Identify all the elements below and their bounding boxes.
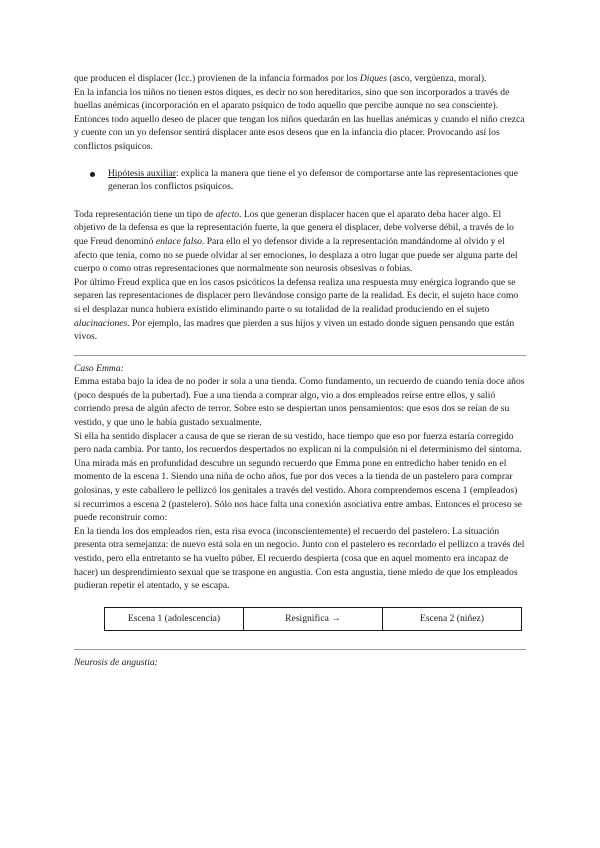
- section-heading-emma: [74, 362, 526, 376]
- intro-text: que producen el displacer (Icc.) provienen de la infancia formados por los: [74, 73, 360, 84]
- scenes-table: [104, 607, 522, 631]
- afecto-paragraph-1: [74, 208, 526, 276]
- table-cell-escena-1: Escena 1 (adolescencia): [105, 607, 244, 630]
- afecto-text: . Los que generan displacer hacen que el aparato deba hacer algo. El objetivo de la defensa es que la representación fuerte, la que genera el displacer, debe volverse débil, a través de lo que Freud denominó: [74, 208, 514, 247]
- emma-paragraph-1: Emma estaba bajo la idea de no poder ir sola a una tienda. Como fundamento, un recuerdo de cuando tenía doce años (poco después de la pubertad). Fue a una tienda a comprar algo, vio a dos empleados reírse entre ellos, y salió corriendo presa de algún afecto de terror. Sobre esto se despiertan unos pensamientos: que esos dos se reían de su vestido, y que uno le había gustado sexualmente.: [74, 376, 525, 429]
- term-enlace-falso: enlace falso: [155, 235, 202, 247]
- term-diques: Diques: [359, 73, 388, 84]
- bullet-list: [74, 167, 526, 194]
- spacer: [74, 194, 526, 208]
- afecto-paragraph-2: [74, 276, 526, 344]
- spacer: [74, 154, 526, 167]
- bullet-dot-icon: [90, 172, 95, 177]
- spacer: [74, 593, 526, 607]
- emma-paragraph-3: En la tienda los dos empleados ríen, esta risa evoca (inconscientemente) el recuerdo del pastelero. La situación presenta otra semejanza: de nuevo está sola en un negocio. Junto con el pastelero es recordado el pellizco a través del vestido, pero ella entretanto se ha vuelto púber. El recuerdo despierta (cosa que en aquel momento era incapaz de hacer) un desprendimiento sexual que se traspone en angustia. Con esta angustia, tiene miedo de que los empleados pudieran repetir el atentado, y se escapa.: [74, 525, 525, 592]
- afecto-text: Por último Freud explica que en los casos psicóticos la defensa realiza una respuesta muy enérgica logrando que se separen las representaciones de displacer pero llevándose consigo parte de la realidad. Es decir, el sujeto hace como si el desplazar nunca hubiera existido eliminando parte o su totalidad de la realidad produciendo en el sujeto: [74, 276, 519, 315]
- page-content: [74, 72, 526, 669]
- emma-paragraph-2: Si ella ha sentido displacer a causa de que se rieran de su vestido, hace tiempo que eso por fuerza estaría corregido pero nada cambia. Por tanto, los recuerdos despertados no explican ni la compulsión ni el determinismo del síntoma. Una mirada más en profundidad descubre un segundo recuerdo que Emma pone en entredicho haber tenido en el momento de la escena 1. Siendo una niña de ocho años, fue por dos veces a la tienda de un pastelero para comprar golosinas, y este caballero le pellizcó los genitales a través del vestido. Ahora comprendemos escena 1 (empleados) si recurrimos a escena 2 (pastelero). Sólo nos hace falta una conexión asociativa entre ambas. Entonces el proceso se puede reconstruir como:: [74, 430, 523, 524]
- intro-paragraph-2: En la infancia los niños no tienen estos diques, es decir no son hereditarios, sino que son incorporados a través de huellas anémicas (incorporación en el aparato psíquico de todo aquello que percibe aunque no sea consciente). Entonces todo aquello deseo de placer que tengan los niños quedarán en las huellas anémicas y cuando el niño crezca y cuente con un yo defensor sentirá displacer ante esos deseos que en la infancia dio placer. Provocando así los conflictos psíquicos.: [74, 86, 525, 152]
- afecto-text: . Para ello el yo defensor divide a la representación mandándome al olvido y el afecto que tenía, como no se puede olvidar al ser emociones, lo desplaza a otro lugar que puede ser alguna parte del cuerpo o como otras representaciones que normalmente son neurosis obsesivas o fobias.: [74, 235, 518, 275]
- bullet-text: : explica la manera que tiene el yo defensor de comportarse ante las representaciones que generan los conflictos psíquicos.: [108, 167, 518, 193]
- term-alucinaciones: alucinaciones: [74, 317, 128, 329]
- table-cell-escena-2: Escena 2 (niñez): [383, 607, 522, 630]
- bullet-term: Hipótesis auxiliar: [108, 167, 176, 179]
- spacer: [74, 631, 526, 649]
- heading-text: Neurosis de angustia:: [74, 656, 158, 668]
- table-row: [105, 607, 522, 630]
- term-afecto: afecto: [215, 208, 240, 220]
- afecto-text: Toda representación tiene un tipo de: [74, 208, 216, 220]
- bullet-item: [74, 167, 526, 194]
- heading-text: Caso Emma:: [74, 362, 124, 374]
- spacer: [74, 344, 526, 355]
- intro-paragraph-1: [74, 72, 526, 86]
- intro-text: (asco, vergüenza, moral).: [387, 73, 487, 84]
- section-heading-neurosis: [74, 656, 526, 670]
- afecto-text: . Por ejemplo, las madres que pierden a sus hijos y viven un estado donde siguen pensando que están vivos.: [74, 317, 515, 343]
- table-cell-resignifica: Resignifica →: [244, 607, 383, 630]
